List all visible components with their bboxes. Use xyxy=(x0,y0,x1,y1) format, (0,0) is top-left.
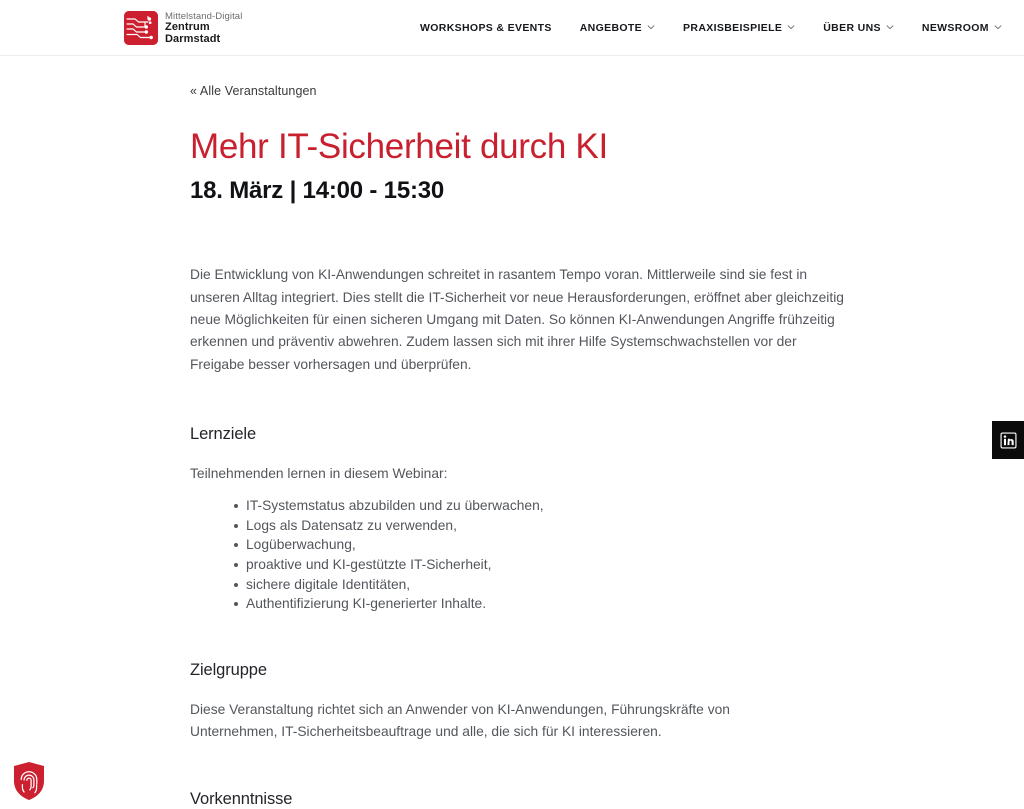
social-share-rail xyxy=(992,421,1024,459)
nav-label: PRAXISBEISPIELE xyxy=(683,22,783,34)
share-linkedin-button[interactable] xyxy=(992,421,1024,459)
page-title: Mehr IT-Sicherheit durch KI xyxy=(190,127,608,166)
logo-line-3: Darmstadt xyxy=(165,32,221,45)
chevron-down-icon xyxy=(787,23,795,31)
chevron-down-icon xyxy=(886,23,894,31)
logo-wordmark xyxy=(165,11,242,45)
lernziele-list xyxy=(190,496,870,613)
lernziele-lead-text: Teilnehmenden lernen in diesem Webinar: xyxy=(190,465,448,481)
nav-item-praxisbeispiele[interactable] xyxy=(669,22,809,34)
nav-label: WORKSHOPS & EVENTS xyxy=(420,22,552,34)
breadcrumb-all-events-link[interactable]: « Alle Veranstaltungen xyxy=(190,84,317,98)
chevron-down-icon xyxy=(647,23,655,31)
logo-line-1: Mittelstand-Digital xyxy=(165,11,243,22)
list-item: Authentifizierung KI-generierter Inhalte. xyxy=(246,594,870,614)
fingerprint-shield-icon xyxy=(12,761,46,801)
section-heading-lernziele: Lernziele xyxy=(190,424,257,443)
page-content xyxy=(0,56,1024,809)
nav-item-workshops-events[interactable] xyxy=(420,22,566,34)
chevron-down-icon xyxy=(994,23,1002,31)
list-item: Logs als Datensatz zu verwenden, xyxy=(246,516,870,536)
list-item: Logüberwachung, xyxy=(246,535,870,555)
list-item: sichere digitale Identitäten, xyxy=(246,575,870,595)
nav-label: ANGEBOTE xyxy=(579,22,643,34)
nav-item-angebote[interactable] xyxy=(566,22,669,34)
circuit-board-icon xyxy=(124,11,158,45)
nav-label: ÜBER UNS xyxy=(823,22,881,34)
privacy-consent-widget[interactable] xyxy=(12,761,46,801)
nav-item-newsroom[interactable] xyxy=(908,22,1016,34)
section-heading-zielgruppe: Zielgruppe xyxy=(190,660,267,679)
intro-paragraph: Die Entwicklung von KI-Anwendungen schreitet in rasantem Tempo voran. Mittlerweile sind sie fest in unseren Alltag integriert. Dies stellt die IT-Sicherheit vor neue Herausforderungen, eröffnet aber gleichzeitig neue Möglichkeiten für einen sicheren Umgang mit Daten. So können KI-Anwendungen Angriffe frühzeitig erkennen und präventiv abwehren. Zudem lassen sich mit ihrer Hilfe Systemschwachstellen vor der Freigabe besser vorhersagen und überprüfen. xyxy=(190,267,844,372)
zielgruppe-paragraph: Diese Veranstaltung richtet sich an Anwender von KI-Anwendungen, Führungskräfte von Unternehmen, IT-Sicherheitsbeauftrage und alle, die sich für KI interessieren. xyxy=(190,701,730,740)
logo-line-2: Zentrum xyxy=(165,21,210,34)
list-item: IT-Systemstatus abzubilden und zu überwachen, xyxy=(246,496,870,516)
site-header xyxy=(0,0,1024,56)
list-item: proaktive und KI-gestützte IT-Sicherheit, xyxy=(246,555,870,575)
nav-item-ueber-uns[interactable] xyxy=(809,22,908,34)
linkedin-icon xyxy=(1000,432,1017,449)
content-container xyxy=(190,56,870,809)
main-navigation xyxy=(420,0,1016,56)
event-date-time: 18. März | 14:00 - 15:30 xyxy=(190,177,445,205)
section-heading-vorkenntnisse: Vorkenntnisse xyxy=(190,790,293,809)
site-logo[interactable] xyxy=(124,11,242,45)
nav-label: NEWSROOM xyxy=(921,22,989,34)
